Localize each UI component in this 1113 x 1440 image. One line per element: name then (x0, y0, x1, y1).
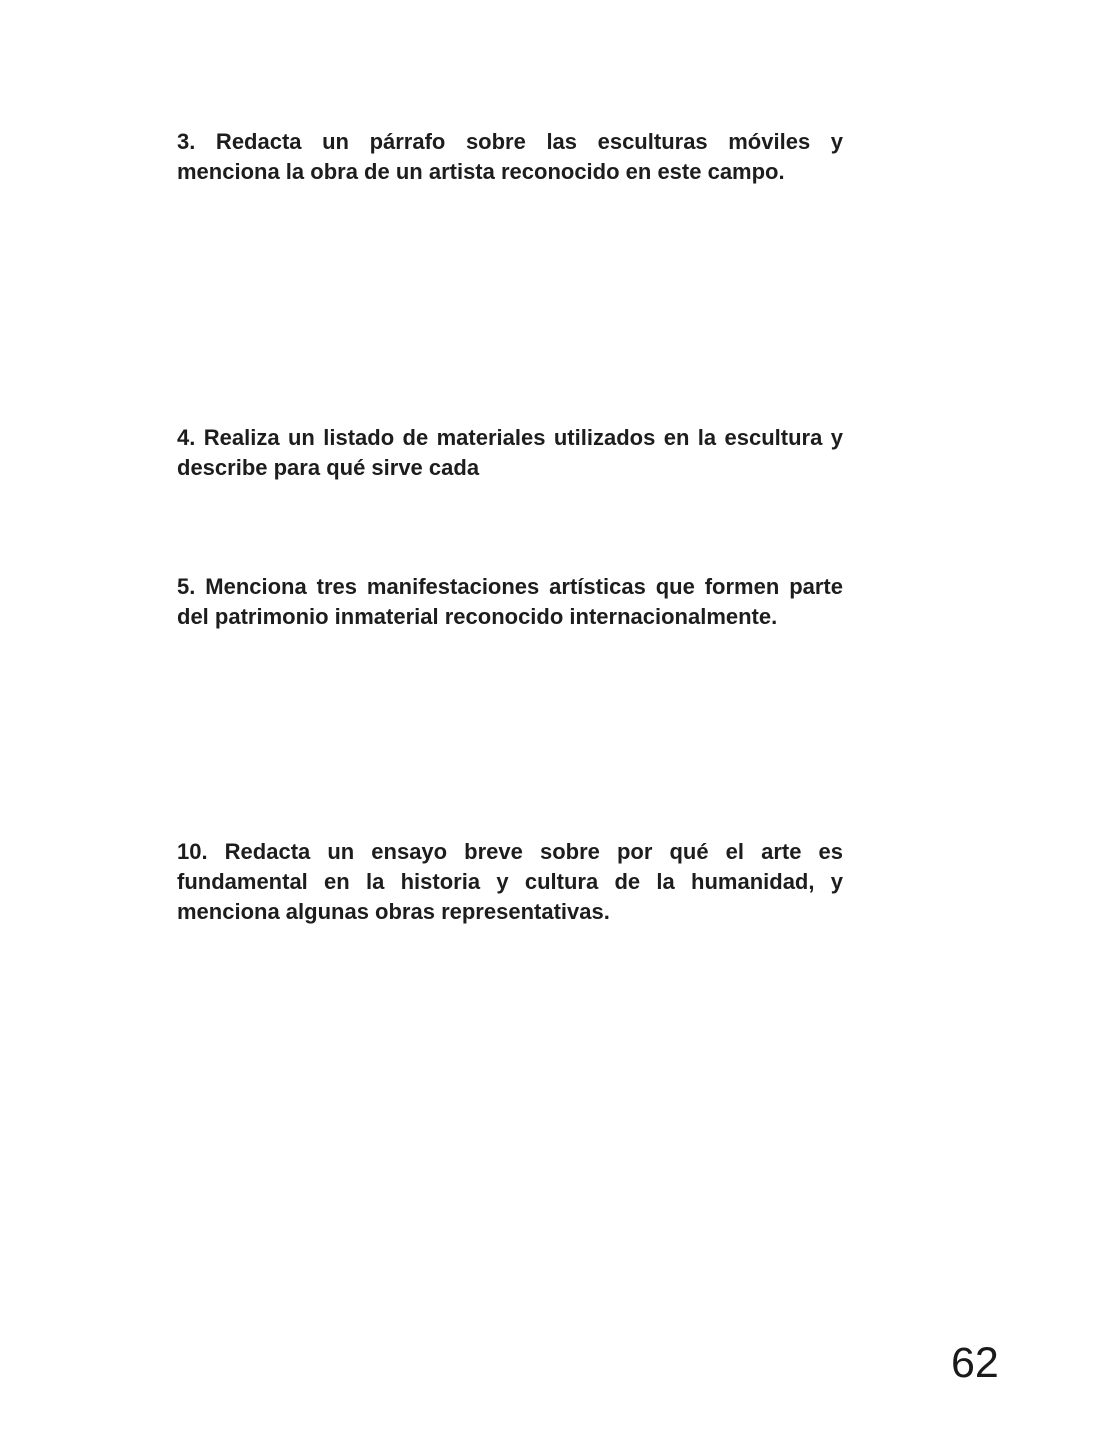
question-3-line-2: menciona la obra de un artista reconocido en este campo. (177, 159, 785, 184)
question-item-3 (177, 127, 843, 187)
question-10-line-3: menciona algunas obras representativas. (177, 899, 610, 924)
question-item-10 (177, 837, 843, 927)
page-number: 62 (951, 1339, 999, 1387)
question-10-line-2: fundamental en la historia y cultura de la humanidad, y (177, 869, 843, 894)
question-3-line-1: 3. Redacta un párrafo sobre las esculturas móviles y (177, 129, 843, 154)
question-4-line-2: describe para qué sirve cada (177, 455, 480, 480)
question-item-4 (177, 423, 843, 483)
question-5-line-1: 5. Menciona tres manifestaciones artísticas que formen parte (177, 574, 843, 599)
question-item-5 (177, 572, 843, 632)
question-10-line-1: 10. Redacta un ensayo breve sobre por qué el arte es (177, 839, 843, 864)
question-5-line-2: del patrimonio inmaterial reconocido internacionalmente. (177, 604, 778, 629)
question-4-line-1: 4. Realiza un listado de materiales utilizados en la escultura y (177, 425, 843, 450)
